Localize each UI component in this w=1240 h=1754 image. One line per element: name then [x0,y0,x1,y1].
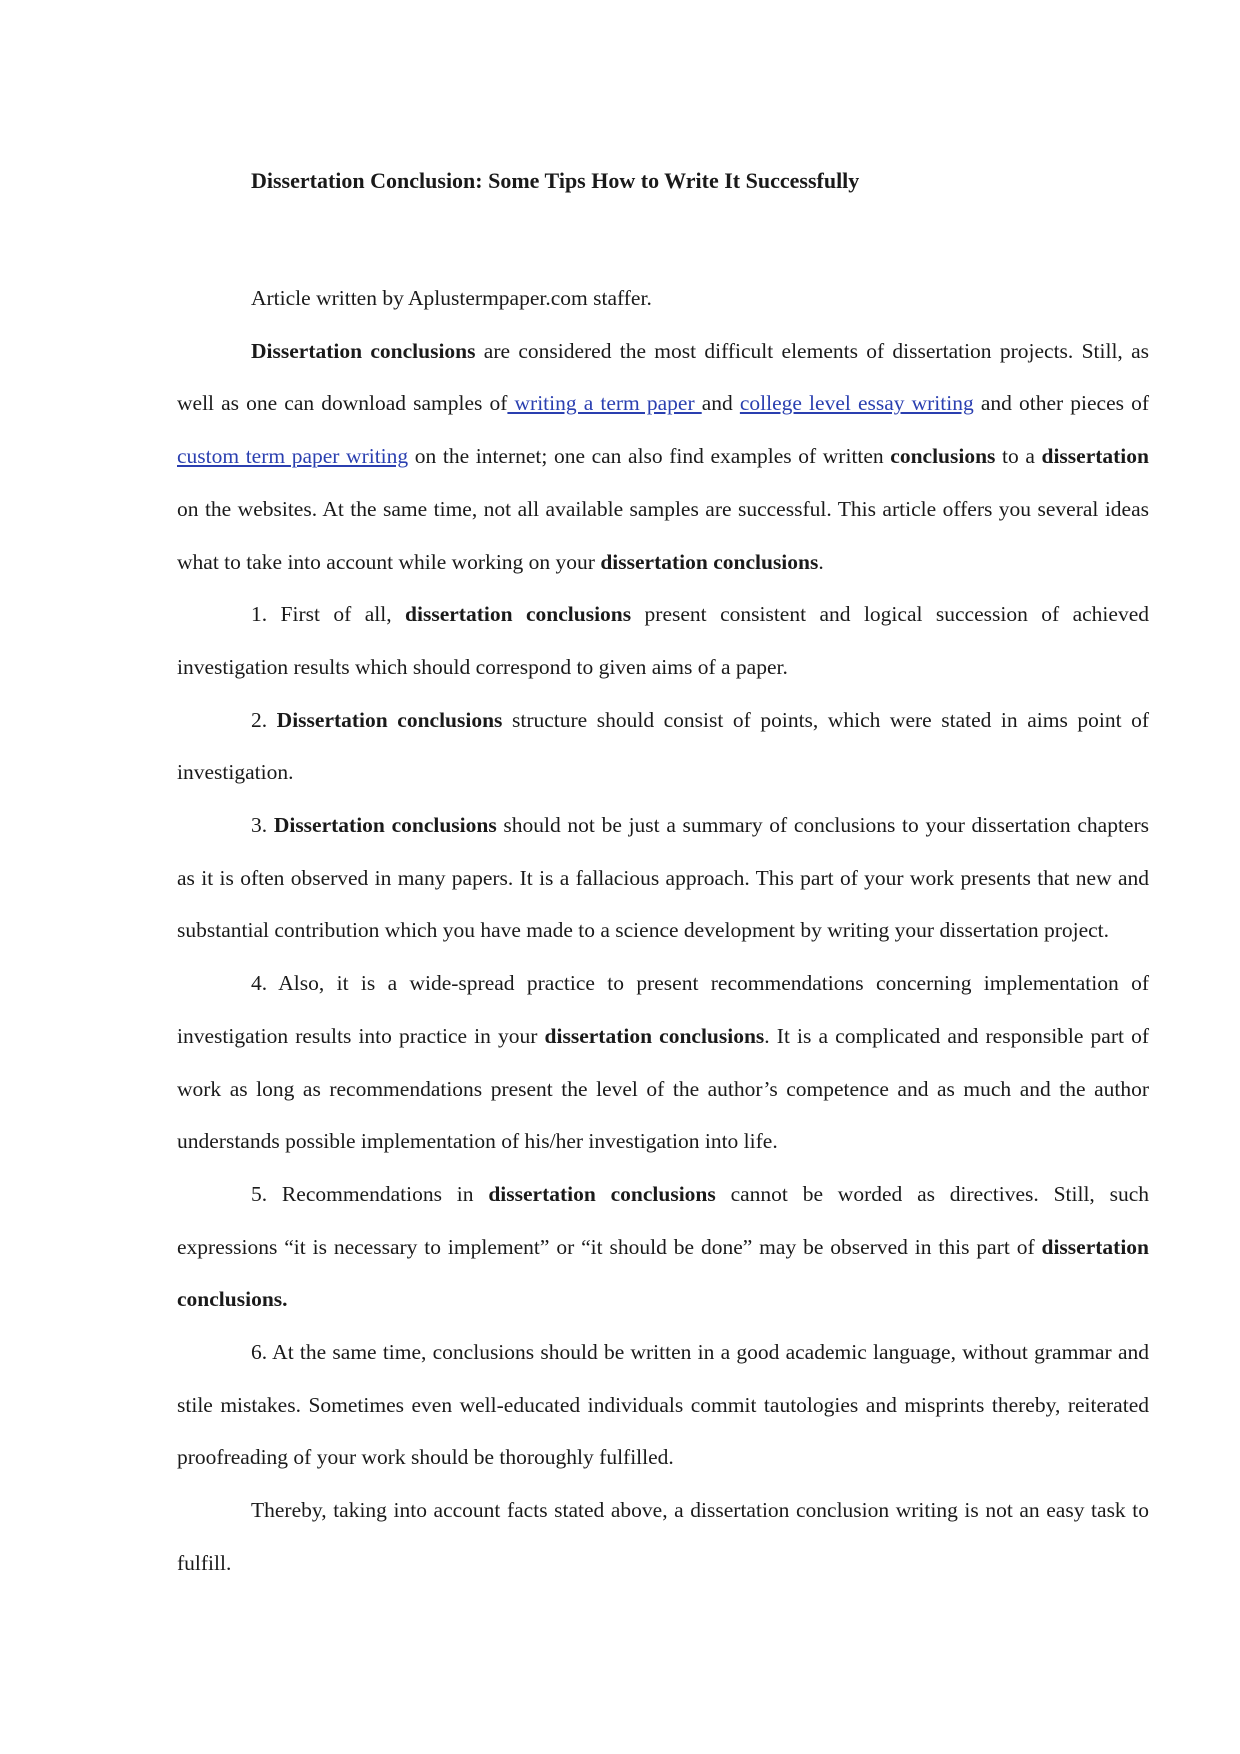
intro-text: on the internet; one can also find examples of written [408,444,891,469]
bold-term: dissertation [1041,444,1149,469]
item-text: should not be just a summary of conclusions to your dissertation chapters as it is often observed in many papers. It is a fallacious approach. This part of your work presents that new and substantial contribution which you have made to a science development by writing your dissertation project. [177,813,1149,943]
page-title: Dissertation Conclusion: Some Tips How to Write It Successfully [251,168,860,193]
intro-text: on the websites. At the same time, not all available samples are successful. This article offers you several ideas what to take into account while working on your [177,496,1149,574]
bold-term: dissertation conclusions. [177,1234,1149,1312]
intro-paragraph [177,325,1149,589]
list-item-2 [177,694,1149,799]
list-item-1 [177,588,1149,693]
item-text: 1. First of all, [251,602,406,627]
intro-text: are considered the most difficult elements of dissertation projects. Still, as well as one can download samples of [177,338,1149,416]
item-text: present consistent and logical succession of achieved investigation results which should correspond to given aims of a paper. [177,602,1149,679]
byline-text: Article written by Aplustermpaper.com staffer. [251,286,652,310]
bold-term: dissertation conclusions [600,549,819,574]
list-item-5 [177,1168,1149,1326]
item-text: 4. Also, it is a wide-spread practice to present recommendations concerning implementation of investigation results into practice in your [177,971,1149,1048]
intro-text: to a [995,444,1042,469]
bold-term: conclusions [890,444,996,469]
intro-text: and [701,391,740,416]
list-item-4 [177,957,1149,1168]
bold-term: dissertation conclusions [405,602,632,627]
byline [177,272,1149,325]
link-college-essay-writing[interactable]: college level essay writing [739,391,974,416]
bold-term: dissertation conclusions [544,1023,765,1048]
item-text: 3. [251,813,274,838]
link-custom-term-paper-writing[interactable]: custom term paper writing [177,444,409,469]
closing-text: Thereby, taking into account facts stated above, a dissertation conclusion writing is not an easy task to fulfill. [177,1498,1149,1575]
list-item-3 [177,799,1149,957]
article-body [177,272,1149,1590]
bold-term: dissertation conclusions [488,1181,716,1206]
link-writing-term-paper[interactable]: writing a term paper [507,391,702,416]
list-item-6 [177,1326,1149,1484]
bold-term: Dissertation conclusions [251,338,476,363]
item-text: 2. [251,707,277,732]
item-text: 6. At the same time, conclusions should be written in a good academic language, without grammar and stile mistakes. Sometimes even well-educated individuals commit tautologies and misprints thereby, reiterated proofreading of your work should be thoroughly fulfilled. [177,1340,1149,1470]
intro-text: and other pieces of [973,391,1149,416]
intro-text: . [818,549,824,574]
bold-term: Dissertation conclusions [276,707,503,732]
bold-term: Dissertation conclusions [273,813,497,838]
item-text: 5. Recommendations in [251,1181,489,1206]
closing-paragraph [177,1484,1149,1589]
item-text: structure should consist of points, which were stated in aims point of investigation. [177,707,1150,785]
item-text: . It is a complicated and responsible part of work as long as recommendations present the level of the author’s competence and as much and the author understands possible implementation of his/her investigation into life. [177,1023,1150,1154]
item-text: cannot be worded as directives. Still, such expressions “it is necessary to implement” or “it should be done” may be observed in this part of [177,1181,1150,1259]
